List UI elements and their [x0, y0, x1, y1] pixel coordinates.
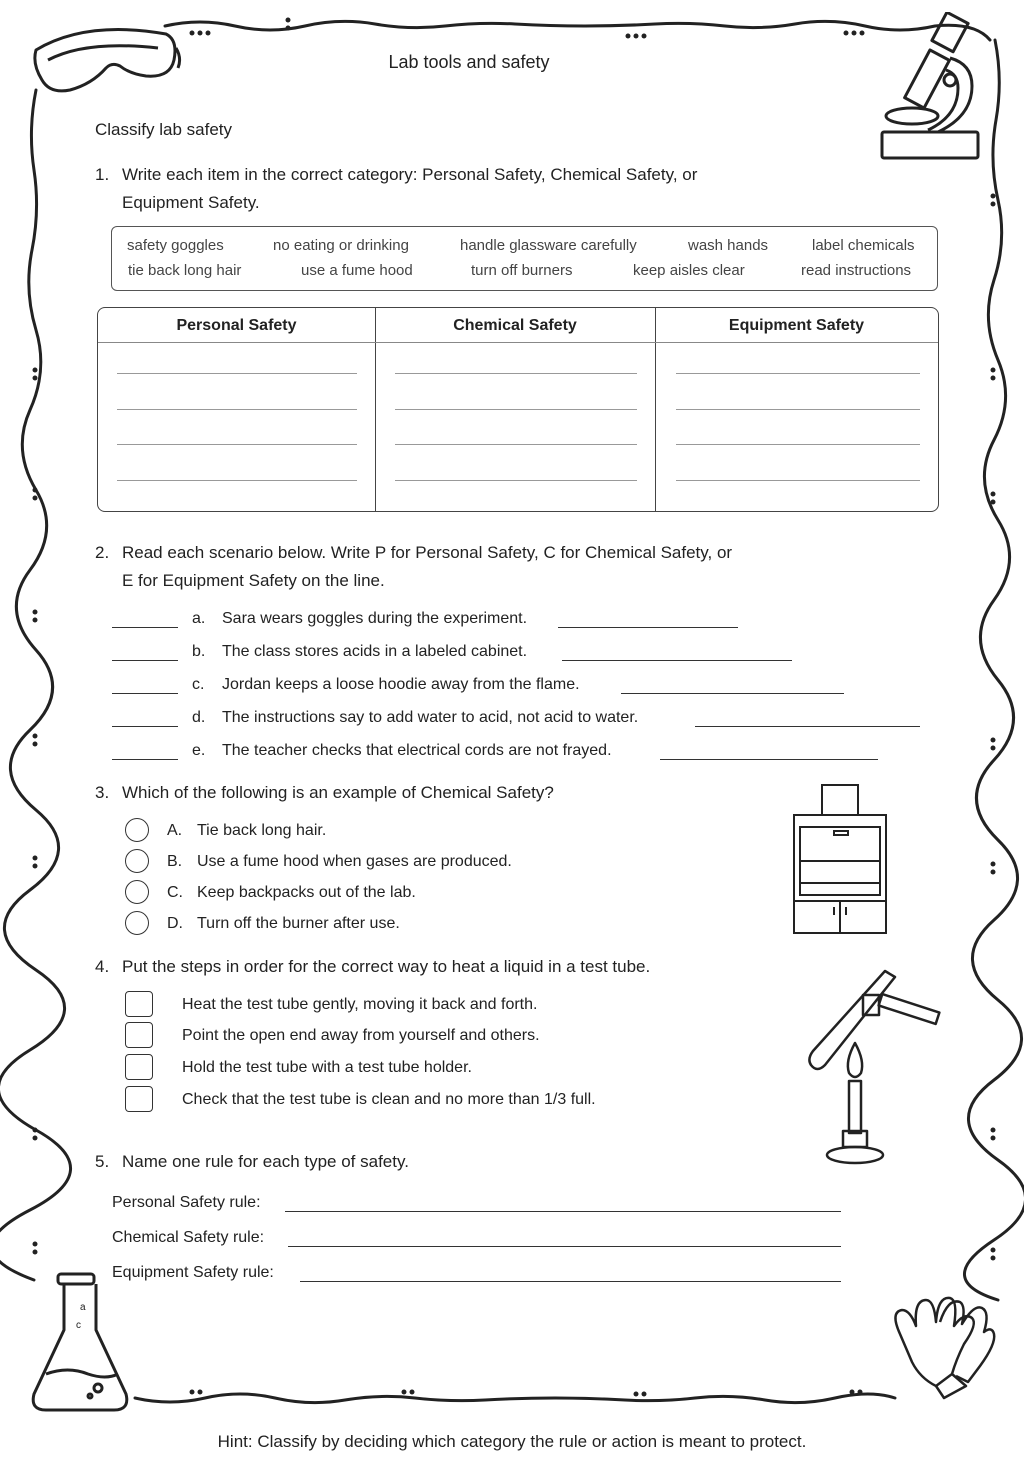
- option-radio-d[interactable]: [125, 911, 149, 935]
- word-bank-item: wash hands: [688, 237, 769, 254]
- svg-text:c: c: [76, 1320, 81, 1331]
- word-bank-item: no eating or drinking: [273, 237, 409, 254]
- option-text: Turn off the burner after use.: [197, 915, 400, 932]
- option-text: Keep backpacks out of the lab.: [197, 884, 416, 901]
- question-2: [95, 539, 855, 595]
- question-text: Write each item in the correct category: Personal Safety, Chemical Safety, or: [122, 165, 698, 184]
- question-text: Name one rule for each type of safety.: [122, 1152, 409, 1171]
- question-number: 2.: [95, 543, 110, 562]
- test-tube-burner-icon: [805, 965, 945, 1170]
- word-bank-item: handle glassware carefully: [460, 237, 637, 254]
- answer-blank[interactable]: [660, 759, 878, 760]
- answer-blank[interactable]: [112, 726, 178, 727]
- option-text: Tie back long hair.: [197, 822, 327, 839]
- option-radio-a[interactable]: [125, 818, 149, 842]
- question-number: 4.: [95, 957, 110, 976]
- scenario-letter: b.: [192, 643, 206, 660]
- option-letter: D.: [167, 915, 183, 932]
- answer-blank[interactable]: [562, 660, 792, 661]
- answer-line[interactable]: [117, 480, 357, 481]
- step-order-box[interactable]: [125, 1086, 153, 1112]
- step-text: Point the open end away from yourself and others.: [182, 1027, 540, 1044]
- gloves-icon: [880, 1282, 1000, 1400]
- section-title: Classify lab safety: [95, 120, 232, 139]
- category-table: [97, 307, 939, 512]
- hint-text: Hint: Classify by deciding which category the rule or action is meant to protect.: [217, 1432, 807, 1451]
- answer-line[interactable]: [676, 480, 920, 481]
- step-order-box[interactable]: [125, 1022, 153, 1048]
- step-text: Hold the test tube with a test tube holder.: [182, 1059, 472, 1076]
- question-5: [95, 1148, 795, 1176]
- scenario-letter: e.: [192, 742, 206, 759]
- svg-text:a: a: [80, 1302, 86, 1313]
- question-number: 3.: [95, 783, 110, 802]
- answer-blank[interactable]: [112, 759, 178, 760]
- scenario-letter: d.: [192, 709, 206, 726]
- answer-line[interactable]: [117, 409, 357, 410]
- answer-line[interactable]: [676, 373, 920, 374]
- answer-blank[interactable]: [112, 660, 178, 661]
- answer-line[interactable]: [395, 409, 637, 410]
- rule-answer-line[interactable]: [285, 1211, 841, 1212]
- flask-icon: [28, 1270, 134, 1416]
- option-text: Use a fume hood when gases are produced.: [197, 853, 512, 870]
- answer-blank[interactable]: [621, 693, 844, 694]
- answer-line[interactable]: [676, 409, 920, 410]
- scenario-text: The teacher checks that electrical cords are not frayed.: [222, 742, 612, 759]
- answer-line[interactable]: [395, 480, 637, 481]
- scenario-letter: c.: [192, 676, 205, 693]
- worksheet-title: Lab tools and safety: [388, 52, 550, 72]
- step-order-box[interactable]: [125, 1054, 153, 1080]
- scenario-text: Jordan keeps a loose hoodie away from the flame.: [222, 676, 580, 693]
- step-order-box[interactable]: [125, 991, 153, 1017]
- answer-blank[interactable]: [112, 627, 178, 628]
- word-bank-item: keep aisles clear: [633, 262, 745, 279]
- word-bank-item: turn off burners: [471, 262, 573, 279]
- scenario-text: Sara wears goggles during the experiment.: [222, 610, 528, 627]
- answer-blank[interactable]: [558, 627, 738, 628]
- answer-line[interactable]: [395, 373, 637, 374]
- question-3: [95, 779, 795, 807]
- question-text: Which of the following is an example of Chemical Safety?: [122, 783, 554, 802]
- question-number: 5.: [95, 1152, 110, 1171]
- rule-label: Chemical Safety rule:: [112, 1229, 265, 1246]
- option-letter: B.: [167, 853, 183, 870]
- microscope-icon: [876, 12, 982, 164]
- answer-line[interactable]: [117, 444, 357, 445]
- question-text: Equipment Safety.: [122, 193, 260, 212]
- step-text: Heat the test tube gently, moving it back and forth.: [182, 996, 538, 1013]
- question-1: [95, 161, 855, 217]
- step-text: Check that the test tube is clean and no more than 1/3 full.: [182, 1091, 596, 1108]
- question-text: Put the steps in order for the correct way to heat a liquid in a test tube.: [122, 957, 651, 976]
- word-bank-item: read instructions: [801, 262, 912, 279]
- option-letter: A.: [167, 822, 183, 839]
- rule-answer-line[interactable]: [288, 1246, 841, 1247]
- answer-line[interactable]: [676, 444, 920, 445]
- word-bank-item: tie back long hair: [128, 262, 242, 279]
- answer-blank[interactable]: [695, 726, 920, 727]
- word-bank-item: use a fume hood: [301, 262, 413, 279]
- column-header-personal: Personal Safety: [176, 317, 297, 334]
- answer-blank[interactable]: [112, 693, 178, 694]
- answer-line[interactable]: [395, 444, 637, 445]
- question-text: E for Equipment Safety on the line.: [122, 571, 385, 590]
- column-header-chemical: Chemical Safety: [453, 317, 577, 334]
- word-bank: [111, 226, 938, 291]
- question-4: [95, 953, 795, 981]
- word-bank-item: label chemicals: [812, 237, 915, 254]
- scenario-letter: a.: [192, 610, 206, 627]
- rule-label: Personal Safety rule:: [112, 1194, 261, 1211]
- scenario-text: The instructions say to add water to acid, not acid to water.: [222, 709, 639, 726]
- scenario-text: The class stores acids in a labeled cabinet.: [222, 643, 528, 660]
- option-letter: C.: [167, 884, 183, 901]
- question-number: 1.: [95, 165, 110, 184]
- column-header-equipment: Equipment Safety: [728, 317, 865, 334]
- rule-label: Equipment Safety rule:: [112, 1264, 274, 1281]
- question-text: Read each scenario below. Write P for Personal Safety, C for Chemical Safety, or: [122, 543, 733, 562]
- rule-answer-line[interactable]: [300, 1281, 841, 1282]
- option-radio-b[interactable]: [125, 849, 149, 873]
- option-radio-c[interactable]: [125, 880, 149, 904]
- answer-line[interactable]: [117, 373, 357, 374]
- fume-hood-icon: [790, 783, 890, 937]
- word-bank-item: safety goggles: [127, 237, 224, 254]
